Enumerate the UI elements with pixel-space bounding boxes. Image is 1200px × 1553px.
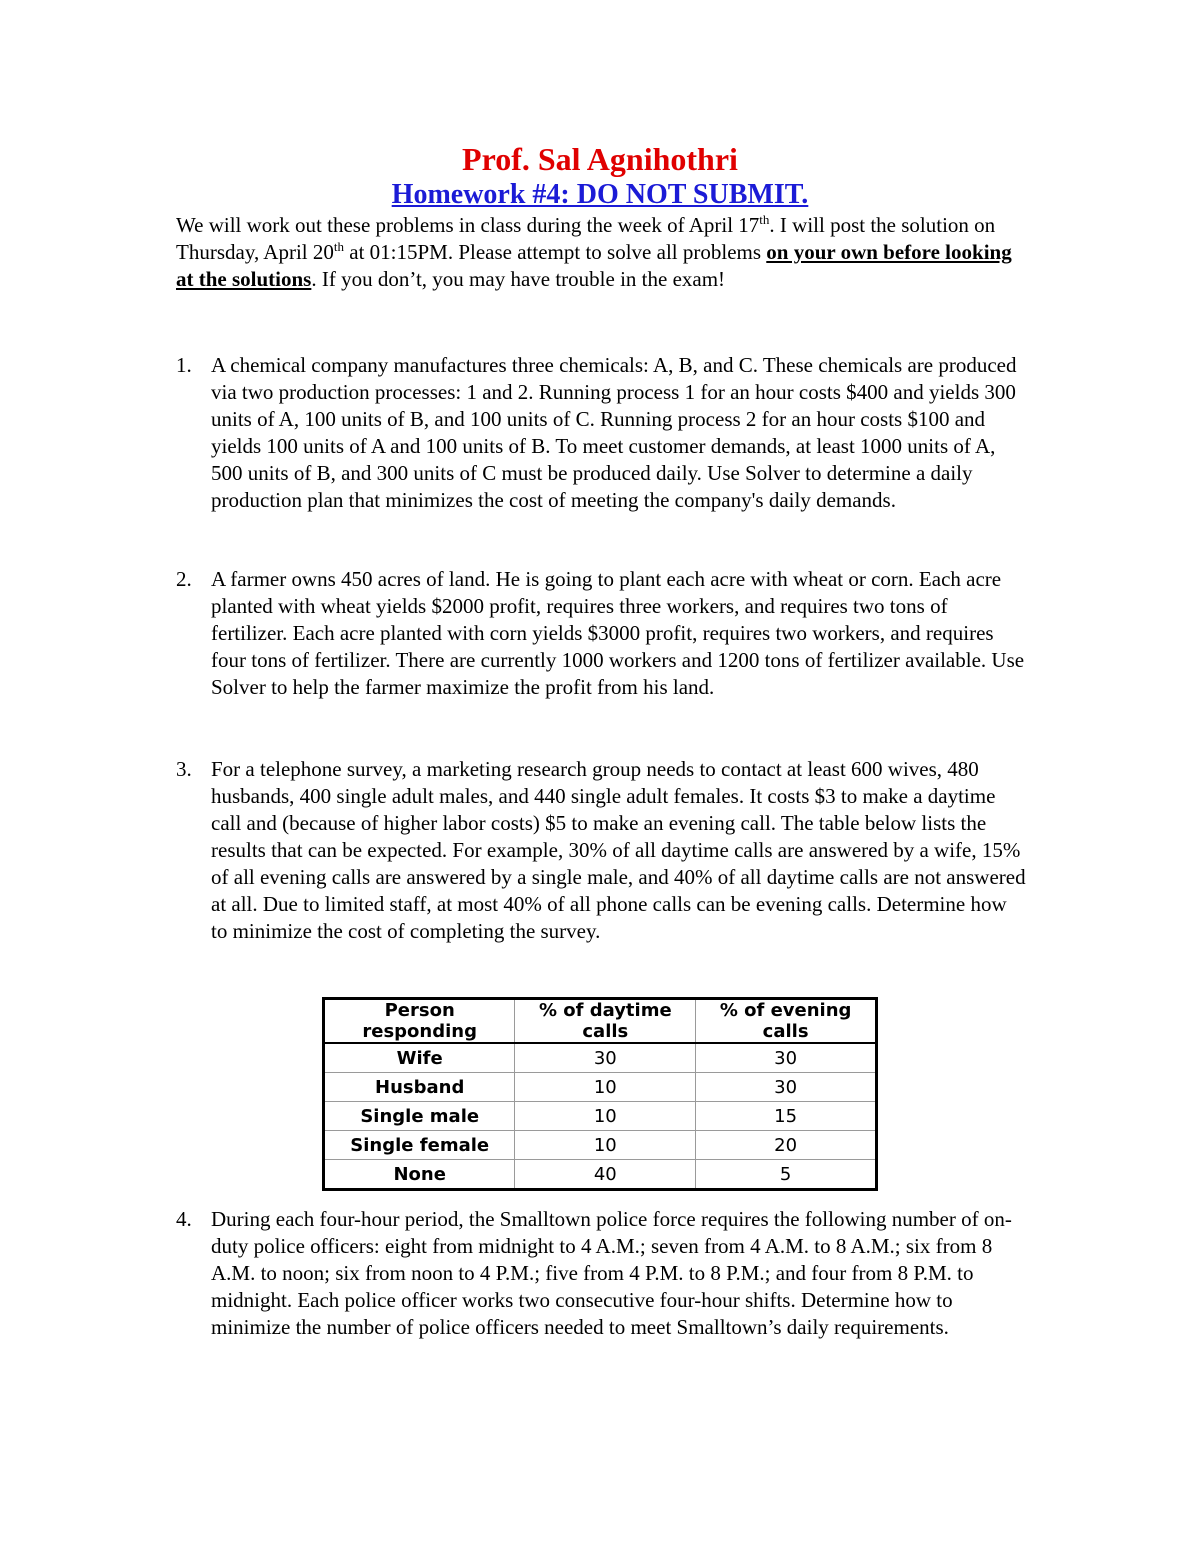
page-subtitle: Homework #4: DO NOT SUBMIT. [391,179,809,210]
problem-3 [176,756,1026,945]
cell-daytime: 30 [515,1043,696,1073]
cell-person: Single female [324,1131,515,1160]
intro-text-4: . If you don’t, you may have trouble in the exam! [311,267,726,291]
cell-evening: 5 [696,1160,877,1190]
problem-number: 3. [176,757,192,781]
cell-evening: 30 [696,1073,877,1102]
page-title: Prof. Sal Agnihothri [462,141,738,177]
problem-number: 2. [176,567,192,591]
problem-text: During each four-hour period, the Smalltown police force requires the following number of on-duty police officers: eight from midnight to 4 A.M.; seven from 4 A.M. to 8 A.M.; six from 8 A.M. to noon; six from noon to 4 P.M.; five from 4 P.M. to 8 P.M.; and four from 8 P.M. to midnight. Each police officer works two consecutive four-hour shifts. Determine how to minimize the number of police officers needed to meet Smalltown’s daily requirements. [211,1207,1012,1339]
cell-evening: 30 [696,1043,877,1073]
cell-person: Wife [324,1043,515,1073]
intro-sup-1: th [759,212,770,227]
table-row [324,1043,877,1073]
survey-results-table [322,997,878,1191]
column-header-person: Person responding [324,999,515,1044]
cell-person: Single male [324,1102,515,1131]
table-row [324,1073,877,1102]
intro-emphasis: on your own before looking at the solutions [176,240,1012,291]
intro-text-1: We will work out these problems in class during the week of April 17 [176,213,760,237]
problem-4 [176,1206,1026,1341]
intro-sup-2: th [333,239,344,254]
problem-2 [176,566,1026,701]
problem-text: For a telephone survey, a marketing research group needs to contact at least 600 wives, 480 husbands, 400 single adult males, and 440 single adult females. It costs $3 to make a daytime call and (because of higher labor costs) $5 to make an evening call. The table below lists the results that can be expected. For example, 30% of all daytime calls are answered by a wife, 15% of all evening calls are answered by a single male, and 40% of all daytime calls are not answered at all. Due to limited staff, at most 40% of all phone calls can be evening calls. Determine how to minimize the cost of completing the survey. [211,757,1026,943]
cell-daytime: 10 [515,1102,696,1131]
header [0,140,1200,212]
problem-number: 4. [176,1207,192,1231]
table-row [324,1102,877,1131]
table-row [324,1131,877,1160]
problem-text: A farmer owns 450 acres of land. He is going to plant each acre with wheat or corn. Each acre planted with wheat yields $2000 profit, requires three workers, and requires two tons of fertilizer. Each acre planted with corn yields $3000 profit, requires two workers, and requires four tons of fertilizer. There are currently 1000 workers and 1200 tons of fertilizer available. Use Solver to help the farmer maximize the profit from his land. [211,567,1025,699]
cell-person: Husband [324,1073,515,1102]
cell-daytime: 10 [515,1073,696,1102]
cell-evening: 20 [696,1131,877,1160]
column-header-evening: % of evening calls [696,999,877,1044]
intro-text-3: at 01:15PM. Please attempt to solve all problems [344,240,767,264]
intro-text-2: . I will post the solution on Thursday, April 20 [176,213,996,264]
cell-daytime: 40 [515,1160,696,1190]
problem-1 [176,352,1026,514]
problem-number: 1. [176,353,192,377]
cell-person: None [324,1160,515,1190]
cell-evening: 15 [696,1102,877,1131]
table-row [324,1160,877,1190]
cell-daytime: 10 [515,1131,696,1160]
problem-text: A chemical company manufactures three chemicals: A, B, and C. These chemicals are produced via two production processes: 1 and 2. Running process 1 for an hour costs $400 and yields 300 units of A, 100 units of B, and 100 units of C. Running process 2 for an hour costs $100 and yields 100 units of A and 100 units of B. To meet customer demands, at least 1000 units of A, 500 units of B, and 300 units of C must be produced daily. Use Solver to determine a daily production plan that minimizes the cost of meeting the company's daily demands. [211,353,1017,512]
column-header-daytime: % of daytime calls [515,999,696,1044]
intro-paragraph [176,212,1016,293]
table-header-row [324,999,877,1044]
